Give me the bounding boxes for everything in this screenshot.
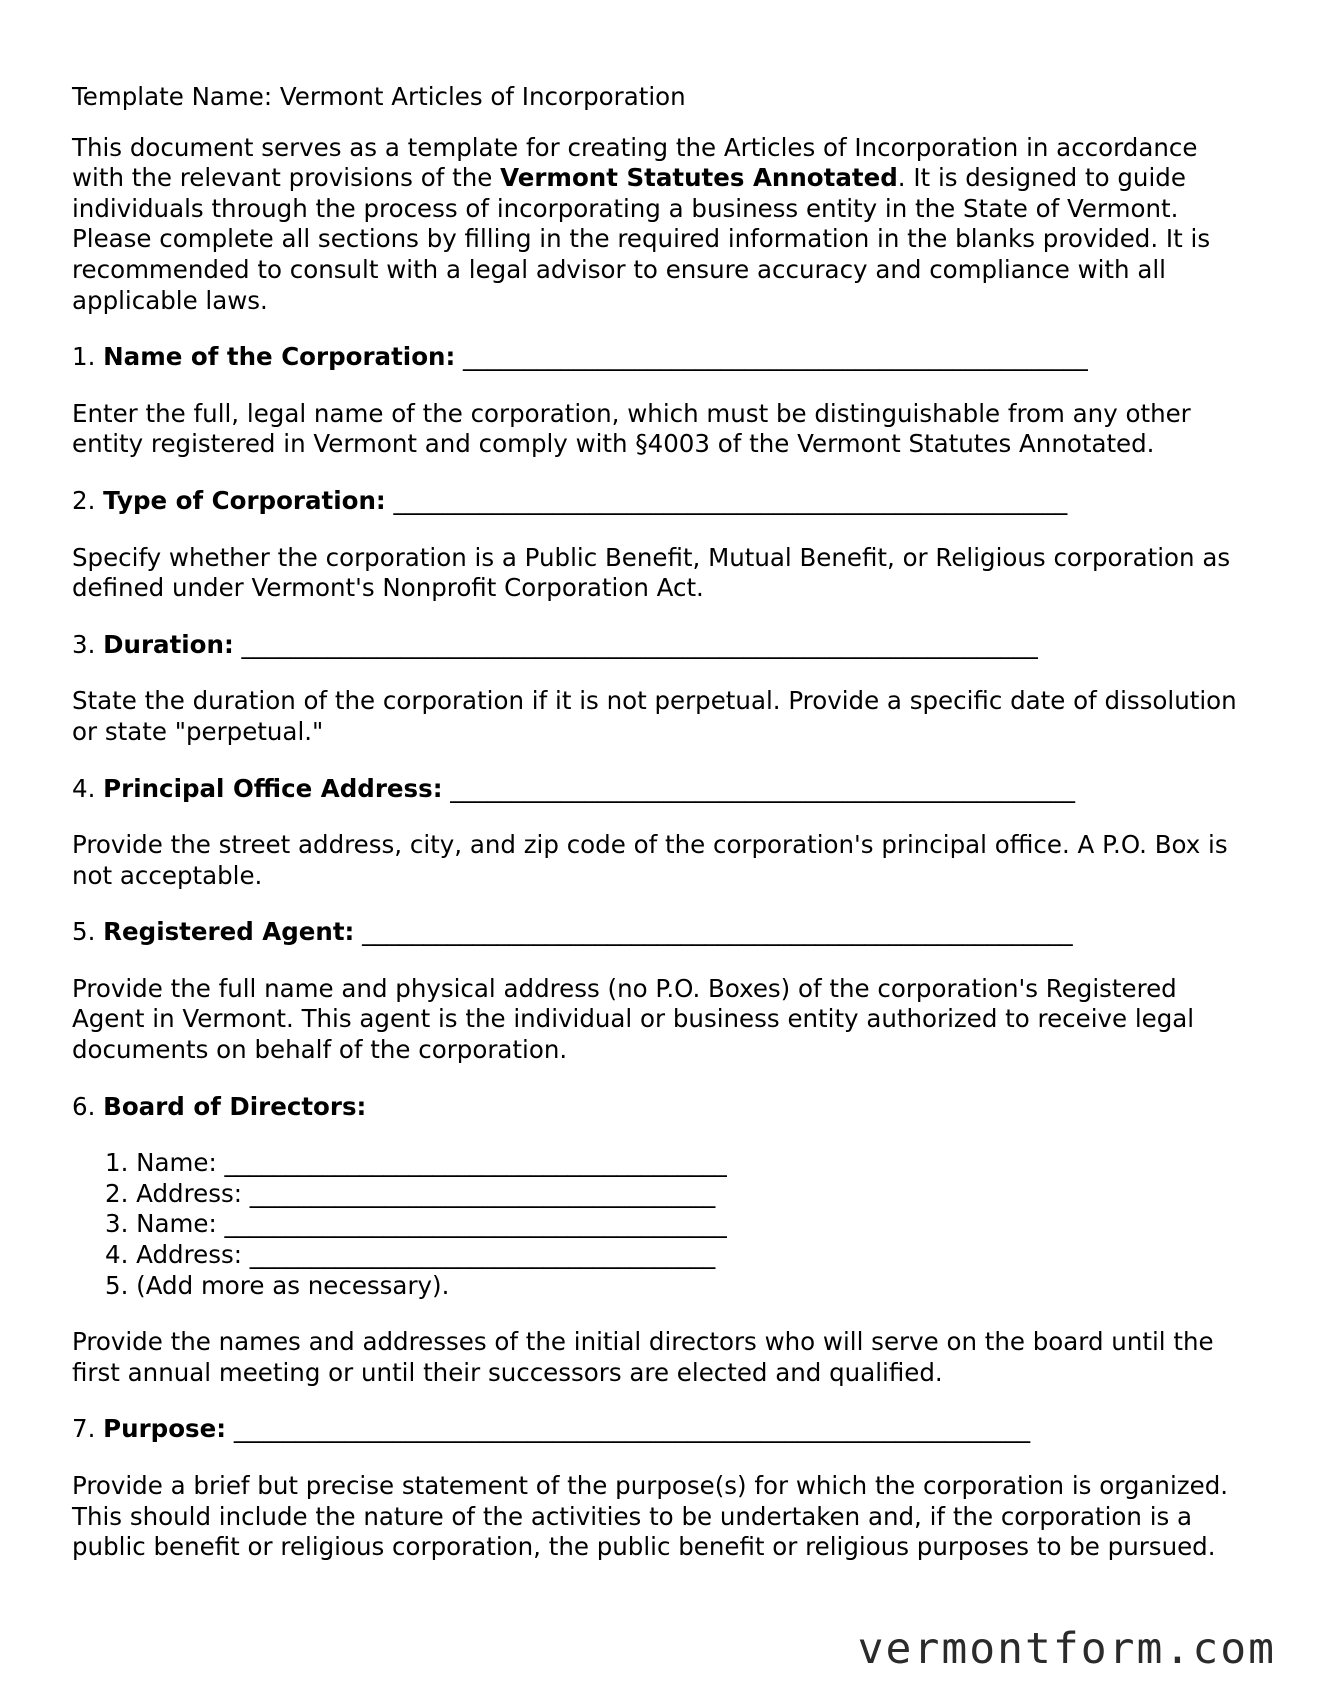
director-2-address-line[interactable]: 4. Address: ______________________________________ (105, 1240, 716, 1270)
section-2-heading (72, 486, 1252, 517)
section-1-heading (72, 342, 1252, 373)
section-4-description: Provide the street address, city, and zip code of the corporation's principal office. A P.O. Box is not acceptable. (72, 830, 1228, 890)
fill-in-blank[interactable]: ___________________________________________________ (455, 342, 1088, 372)
section-number: 1. (72, 342, 104, 372)
section-5-description: Provide the full name and physical address (no P.O. Boxes) of the corporation's Registered Agent in Vermont. This agent is the individual or business entity authorized to receive legal documents on behalf of the corporation. (72, 973, 1195, 1065)
section-number: 6. (72, 1091, 104, 1121)
add-more-note: 5. (Add more as necessary). (105, 1270, 450, 1300)
director-2-name-line[interactable]: 3. Name: _________________________________________ (105, 1209, 727, 1239)
section-7-heading (72, 1414, 1252, 1445)
section-4-heading (72, 774, 1252, 805)
section-6-description: Provide the names and addresses of the initial directors who will serve on the board until the first annual meeting or until their successors are elected and qualified. (72, 1327, 1214, 1387)
section-number: 2. (72, 485, 104, 515)
watermark: vermontform.com (857, 1624, 1276, 1674)
section-label: Registered Agent: (103, 917, 355, 947)
intro-text-end: . It is designed to guide individuals through the process of incorporating a business entity in the State of Vermont. Please complete all sections by filling in the required information in the blanks provided. It is recommended to consult with a legal advisor to ensure accuracy and compliance with all applicable laws. (72, 163, 1211, 315)
intro-text-start: This document serves as a template for creating the Articles of Incorporation in accordance with the relevant provisions of the (72, 132, 1198, 193)
section-label: Type of Corporation: (103, 485, 386, 515)
document-page (72, 82, 1252, 1589)
section-label: Principal Office Address: (103, 773, 443, 803)
fill-in-blank[interactable]: ___________________________________________________ (442, 773, 1076, 803)
intro-paragraph (72, 133, 1252, 317)
template-name: Template Name: Vermont Articles of Incorporation (72, 82, 686, 111)
director-1-address-line[interactable]: 2. Address: ______________________________________ (105, 1178, 716, 1208)
section-label: Name of the Corporation: (103, 342, 456, 372)
section-5-heading (72, 917, 1252, 948)
fill-in-blank[interactable]: _________________________________________________________________ (226, 1414, 1031, 1444)
section-3-heading (72, 630, 1252, 661)
statutes-reference: Vermont Statutes Annotated (500, 163, 898, 193)
section-number: 7. (72, 1414, 104, 1444)
section-label: Duration: (103, 629, 234, 659)
fill-in-blank[interactable]: __________________________________________________________ (354, 917, 1073, 947)
fill-in-blank[interactable]: _________________________________________________________________ (233, 629, 1038, 659)
section-number: 3. (72, 629, 104, 659)
section-number: 5. (72, 917, 104, 947)
directors-list (72, 1148, 1252, 1301)
section-label: Purpose: (103, 1414, 227, 1444)
fill-in-blank[interactable]: _______________________________________________________ (385, 485, 1068, 515)
section-label: Board of Directors: (103, 1091, 367, 1121)
section-6-heading (72, 1092, 1252, 1123)
section-1-description: Enter the full, legal name of the corporation, which must be distinguishable from any other entity registered in Vermont and comply with §4003 of the Vermont Statutes Annotated. (72, 398, 1191, 459)
director-1-name-line[interactable]: 1. Name: _________________________________________ (105, 1148, 727, 1178)
section-3-description: State the duration of the corporation if it is not perpetual. Provide a specific date of dissolution or state "perpetual." (72, 686, 1237, 746)
section-7-description: Provide a brief but precise statement of the purpose(s) for which the corporation is organized. This should include the nature of the activities to be undertaken and, if the corporation is a public benefit or religious corporation, the public benefit or religious purposes to be pursued. (72, 1471, 1229, 1562)
section-number: 4. (72, 773, 104, 803)
section-2-description: Specify whether the corporation is a Public Benefit, Mutual Benefit, or Religious corporation as defined under Vermont's Nonprofit Corporation Act. (72, 542, 1231, 603)
